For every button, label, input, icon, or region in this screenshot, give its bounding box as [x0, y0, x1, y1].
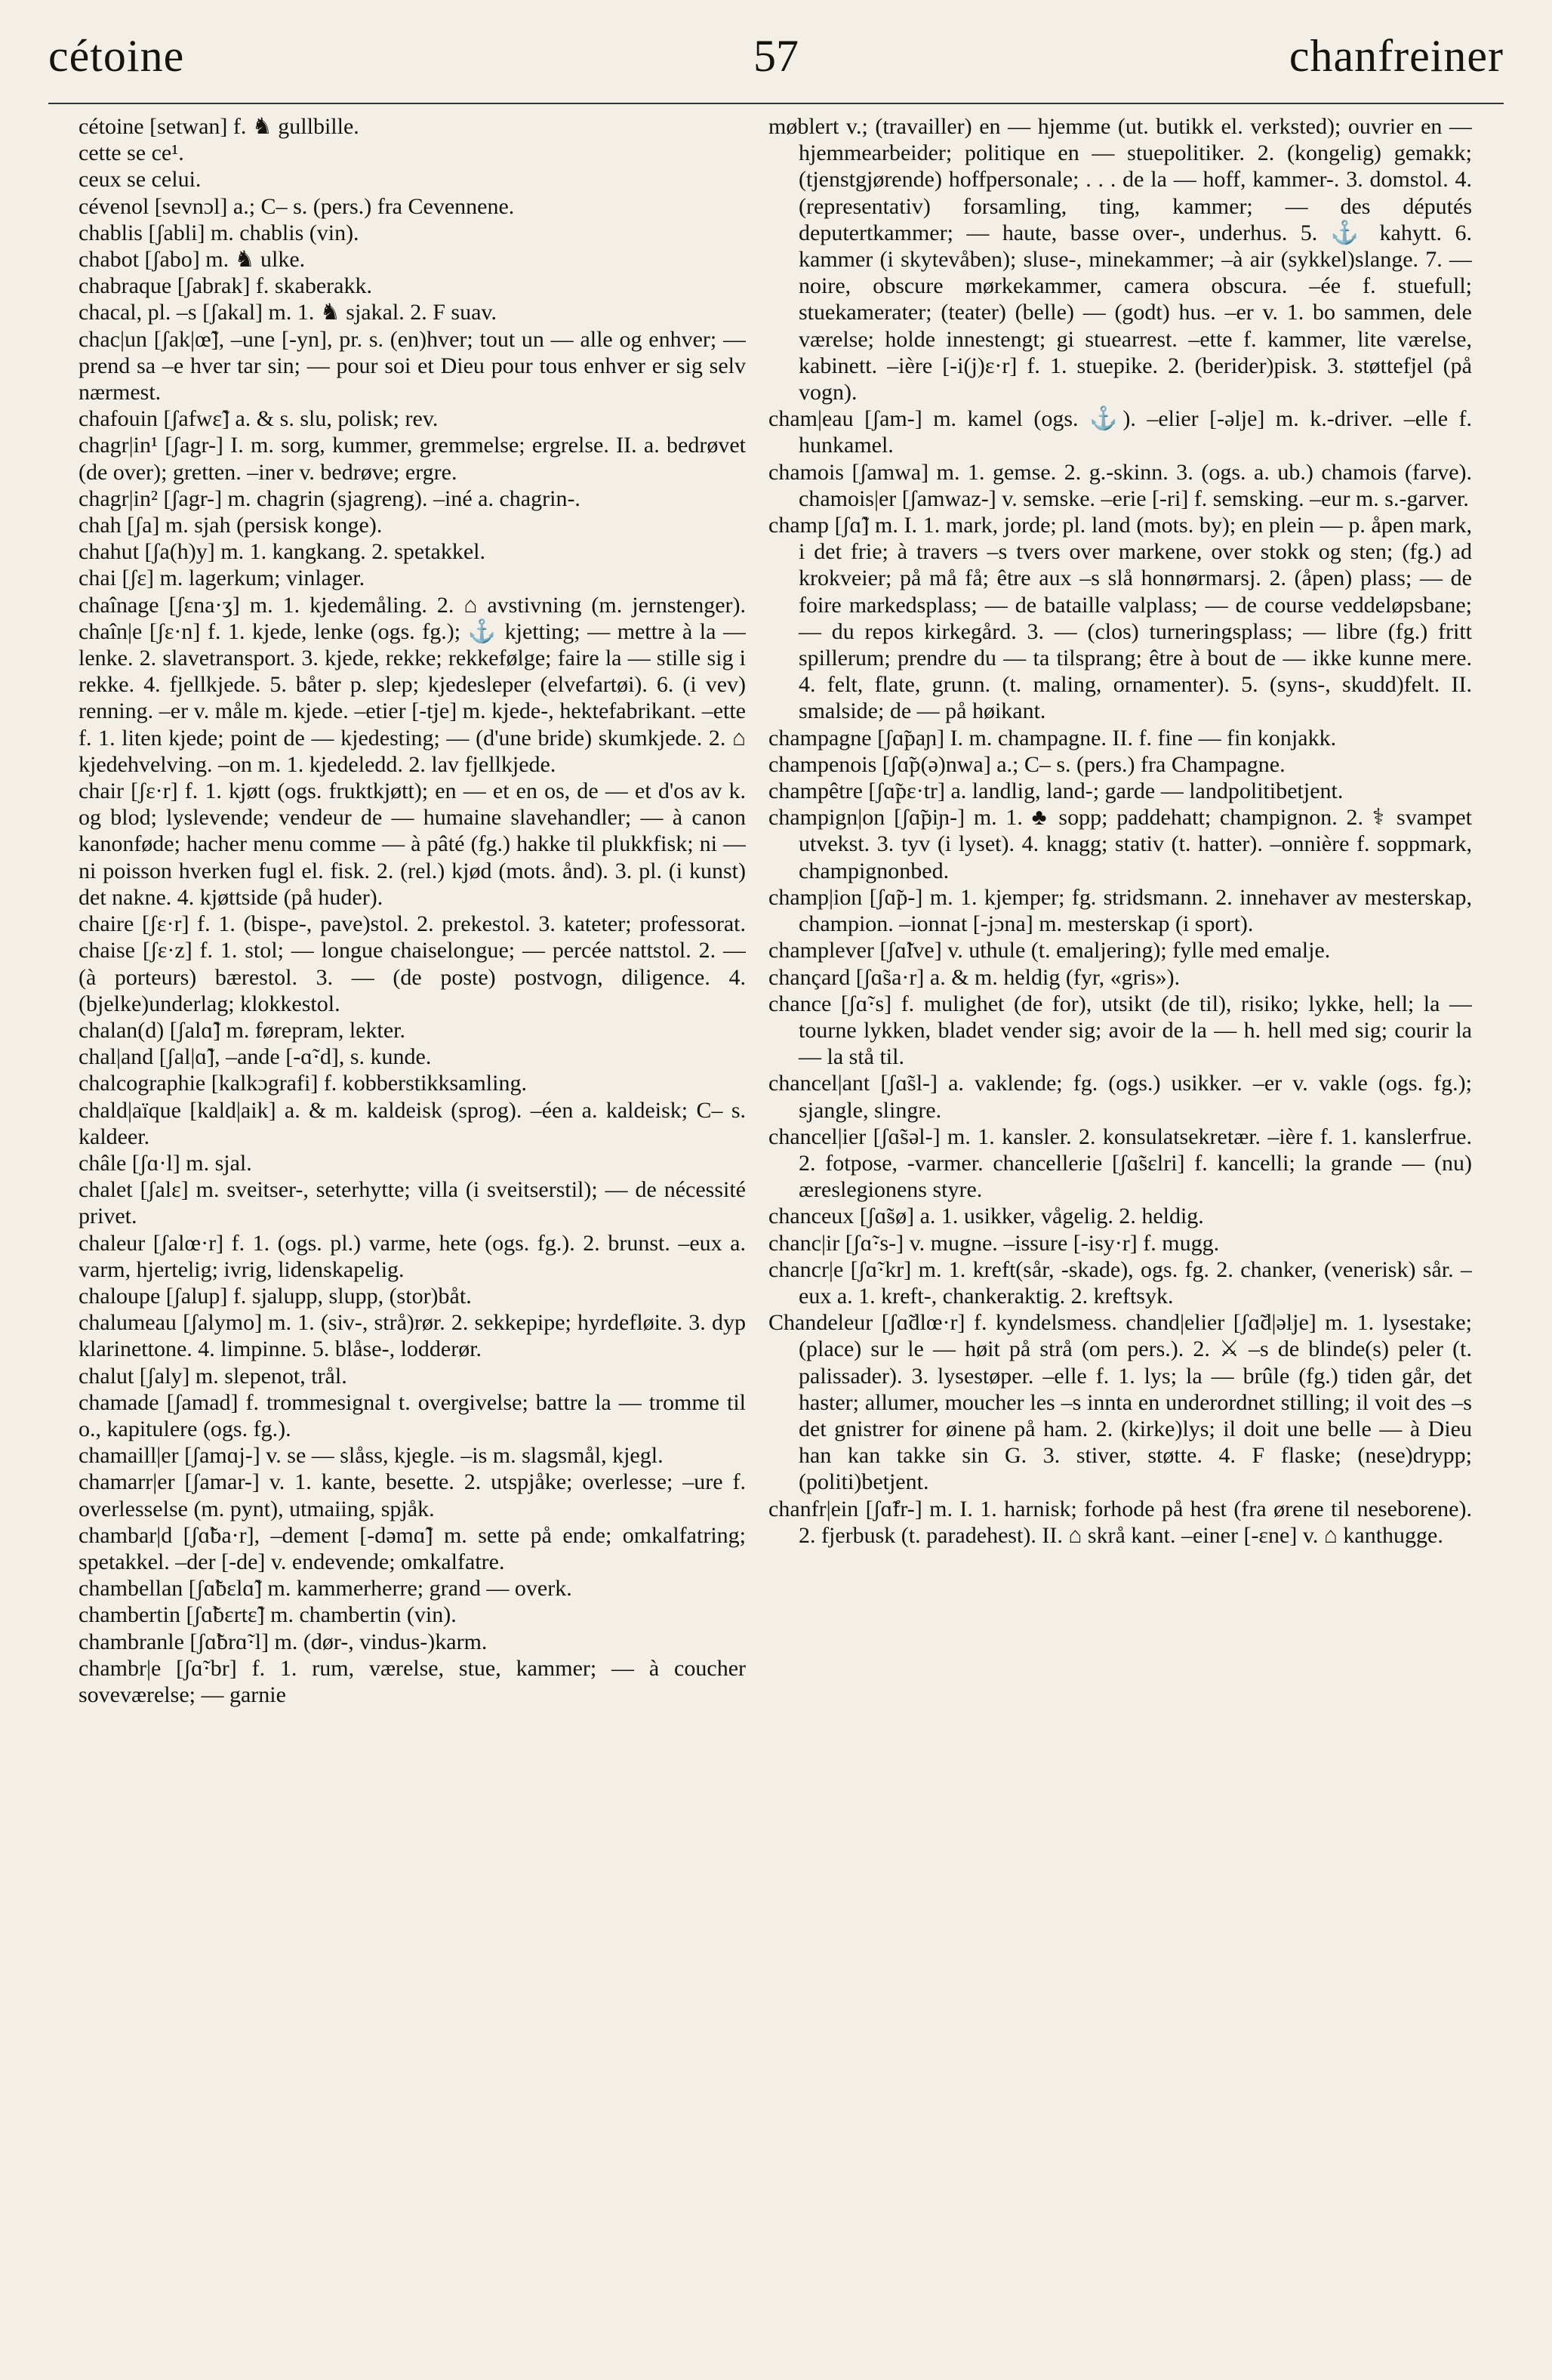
dictionary-entry: chaleur [ʃalœ·r] f. 1. (ogs. pl.) varme, hete (ogs. fg.). 2. brunst. –eux a. varm, hjertelig; ivrig, lidenskapelig. — [79, 1230, 746, 1282]
dictionary-entry: champenois [ʃɑ̃p(ə)nwa] a.; C– s. (pers.) fra Champagne. — [768, 751, 1286, 777]
dictionary-entry: chafouin [ʃafwɛ̃] a. & s. slu, polisk; rev. — [79, 406, 439, 432]
dictionary-entry: chamade [ʃamad] f. trommesignal t. overgivelse; battre la — tromme til o., kapitulere (ogs. fg.). — [79, 1389, 746, 1441]
dictionary-entry: champlever [ʃɑ̃lve] v. uthule (t. emaljering); fylle med emalje. — [768, 938, 1331, 963]
dictionary-entry: chalcographie [kalkɔgrafi] f. kobberstikksamling. — [79, 1071, 527, 1096]
dictionary-entry: chalet [ʃalɛ] m. sveitser-, seterhytte; villa (i sveitserstil); — de nécessité privet. — [79, 1177, 746, 1229]
dictionary-entry: chablis [ʃabli] m. chablis (vin). — [79, 220, 359, 245]
dictionary-entry: chancel|ier [ʃɑ̃səl-] m. 1. kansler. 2. konsulatsekretær. –ière f. 1. kanslerfrue. 2. fotpose, -varmer. chancellerie [ʃɑ̃sɛlri] f. kancelli; la grande — (nu) æreslegionens styre. — [768, 1124, 1472, 1203]
dictionary-entry: chanceux [ʃɑ̃sø] a. 1. usikker, vågelig. 2. heldig. — [768, 1204, 1204, 1229]
dictionary-entry: chambar|d [ʃɑ̃ba·r], –dement [-dəmɑ̃] m. sette på ende; omkalfatring; spetakkel. –der [-de] v. endevende; omkalfatre. — [79, 1522, 746, 1574]
dictionary-entry: chagr|in² [ʃagr-] m. chagrin (sjagreng). –iné a. chagrin-. — [79, 486, 580, 511]
dictionary-entry: chac|un [ʃak|œ̃], –une [-yn], pr. s. (en)hver; tout un — alle og enhver; — prend sa –e hver tar sin; — pour soi et Dieu pour tous enhver er sig selv nærmest. — [79, 326, 746, 405]
page-header — [48, 23, 1504, 106]
dictionary-entry: champagne [ʃɑ̃paɲ] I. m. champagne. II. f. fine — fin konjakk. — [768, 725, 1337, 751]
dictionary-entry: chanc|ir [ʃɑ̃·s-] v. mugne. –issure [-isy·r] f. mugg. — [768, 1230, 1220, 1256]
dictionary-entry: chair [ʃɛ·r] f. 1. kjøtt (ogs. fruktkjøtt); en — et en os, de — et d'os av k. og blod; lyslevende; vendeur de — humaine slavehandler; — à canon kanonføde; hacher menu comme — à pâté (fg.) hakke til plukkfisk; ni — ni poisson hverken fugl el. fisk. 2. (rel.) kjød (mots. ånd). 3. pl. (i kunst) det nakne. 4. kjøttside (på huder). — [79, 778, 746, 910]
dictionary-entry: cévenol [sevnɔl] a.; C– s. (pers.) fra Cevennene. — [79, 193, 515, 219]
dictionary-entry: chançard [ʃɑ̃sa·r] a. & m. heldig (fyr, «gris»). — [768, 964, 1181, 990]
left-guide-word: cétoine — [48, 31, 185, 81]
dictionary-entry: chamaill|er [ʃamɑj-] v. se — slåss, kjegle. –is m. slagsmål, kjegl. — [79, 1443, 664, 1469]
right-column — [768, 113, 1472, 2341]
dictionary-entry: chagr|in¹ [ʃagr-] I. m. sorg, kummer, gremmelse; ergrelse. II. a. bedrøvet (de over); gretten. –iner v. bedrøve; ergre. — [79, 433, 746, 485]
dictionary-entry: chahut [ʃa(h)y] m. 1. kangkang. 2. spetakkel. — [79, 539, 485, 565]
dictionary-entry: chance [ʃɑ̃·s] f. mulighet (de for), utsikt (de til), risiko; lykke, hell; la — tourne lykken, bladet vender sig; avoir de la — h. hell med sig; courir la — la stå til. — [768, 991, 1472, 1070]
dictionary-entry: champ|ion [ʃɑ̃p-] m. 1. kjemper; fg. stridsmann. 2. innehaver av mesterskap, champion. –ionnat [-jɔna] m. mesterskap (i sport). — [768, 884, 1472, 937]
dictionary-entry: cette se ce¹. — [79, 140, 184, 166]
page-number: 57 — [753, 31, 799, 81]
dictionary-entry: chaire [ʃɛ·r] f. 1. (bispe-, pave)stol. 2. prekestol. 3. kateter; professorat. chaise [ʃɛ·z] f. 1. stol; — longue chaiselongue; — percée nattstol. 2. — (à porteurs) bærestol. 3. — (de poste) postvogn, diligence. 4. (bjelke)underlag; klokkestol. — [79, 911, 746, 1016]
dictionary-entry: chai [ʃɛ] m. lagerkum; vinlager. — [79, 566, 365, 591]
dictionary-entry: cétoine [setwan] f. ♞ gullbille. — [79, 114, 359, 139]
dictionary-entry: chancr|e [ʃɑ̃·kr] m. 1. kreft(sår, -skade), ogs. fg. 2. chanker, (venerisk) sår. –eux a. 1. kreft-, chankeraktig. 2. kreftsyk. — [768, 1256, 1472, 1309]
dictionary-entry: chancel|ant [ʃɑ̃sl-] a. vaklende; fg. (ogs.) usikker. –er v. vakle (ogs. fg.); sjangle, slingre. — [768, 1071, 1472, 1123]
dictionary-entry: chald|aïque [kald|aik] a. & m. kaldeisk (sprog). –éen a. kaldeisk; C– s. kaldeer. — [79, 1097, 746, 1149]
header-rule — [48, 103, 1504, 104]
dictionary-entry: møblert v.; (travailler) en — hjemme (ut. butikk el. verksted); ouvrier en — hjemmearbeider; politique en — stuepolitiker. 2. (kongelig) gemakk; (tjenstgjørende) hoffpersonale; . . . de la — hoff, kammer-. 3. domstol. 4. (representativ) forsamling, ting, kammer; — des députés deputertkammer; — haute, basse over-, underhus. 5. ⚓ kahytt. 6. kammer (i skytevåben); sluse-, minekammer; –à air (sykkel)slange. 7. — noire, obscure mørkekammer, camera obscura. –ée f. stuefull; stuekamerater; (teater) (belle) — (godt) hus. –er v. 1. bo sammen, dele værelse; holde innestengt; gi stuearrest. –ette f. kammer, lite værelse, kabinett. –ière [-i(j)ɛ·r] f. 1. stuepike. 2. (berider)pisk. 3. støttefjel (på vogn). — [768, 114, 1472, 405]
dictionary-entry: champign|on [ʃɑ̃piɲ-] m. 1. ♣ sopp; paddehatt; champignon. 2. ⚕ svampet utvekst. 3. tyv (i lyset). 4. knagg; stativ (t. hatter). –onnière f. soppmark, champignonbed. — [768, 805, 1472, 883]
dictionary-entry: chalumeau [ʃalymo] m. 1. (siv-, strå)rør. 2. sekkepipe; hyrdefløite. 3. dyp klarinettone. 4. limpinne. 5. blåse-, lodderør. — [79, 1310, 746, 1362]
dictionary-entry: chambr|e [ʃɑ̃·br] f. 1. rum, værelse, stue, kammer; — à coucher soveværelse; — garnie — [79, 1655, 746, 1707]
left-column — [79, 113, 746, 2341]
dictionary-entry: chamarr|er [ʃamar-] v. 1. kante, besette. 2. utspjåke; overlesse; –ure f. overlesselse (m. pynt), utmaiing, spjåk. — [79, 1469, 746, 1521]
dictionary-entry: chah [ʃa] m. sjah (persisk konge). — [79, 513, 383, 538]
dictionary-entry: chalut [ʃaly] m. slepenot, trål. — [79, 1363, 347, 1389]
dictionary-entry: chanfr|ein [ʃɑ̃fr-] m. I. 1. harnisk; forhode på hest (fra ørene til neseborene). 2. fjerbusk (t. paradehest). II. ⌂ skrå kant. –einer [-ɛne] v. ⌂ kanthugge. — [768, 1496, 1472, 1548]
dictionary-entry: ceux se celui. — [79, 167, 202, 193]
dictionary-entry: chaloupe [ʃalup] f. sjalupp, slupp, (stor)båt. — [79, 1283, 472, 1309]
dictionary-entry: chaînage [ʃɛna·ʒ] m. 1. kjedemåling. 2. ⌂ avstivning (m. jernstenger). chaîn|e [ʃɛ·n] f. 1. kjede, lenke (ogs. fg.); ⚓ kjetting; — mettre à la — lenke. 2. slavetransport. 3. kjede, rekke; rekkefølge; faire la — stille sig i rekke. 4. fjellkjede. 5. båter p. slep; kjedesleper (elvefartøi). 6. (i vev) renning. –er v. måle m. kjede. –etier [-tje] m. kjede-, hektefabrikant. –ette f. 1. liten kjede; point de — kjedesting; — (d'une bride) skumkjede. 2. ⌂ kjedehvelving. –on m. 1. kjedeledd. 2. lav fjellkjede. — [79, 592, 746, 777]
dictionary-entry: châle [ʃɑ·l] m. sjal. — [79, 1150, 252, 1176]
dictionary-entry: Chandeleur [ʃɑ̃dlœ·r] f. kyndelsmess. chand|elier [ʃɑ̃d|əlje] m. 1. lysestake; (place) sur le — høit på strå (om pers.). 2. ⚔ –s de blinde(s) peler (t. palissader). 3. lysestøper. –elle f. 1. lys; la — brûle (fg.) tiden går, det haster; allumer, moucher les –s innta en underordnet stilling; il voit des –s det gnistrer for øinene på ham. 2. (kirke)lys; il doit une belle — à Dieu han kan takke sin G. 3. stiver, støtte. 4. F flaske; (nese)drypp; (politi)betjent. — [768, 1310, 1472, 1495]
dictionary-entry: chabraque [ʃabrak] f. skaberakk. — [79, 273, 372, 299]
dictionary-entry: cham|eau [ʃam-] m. kamel (ogs. ⚓). –elier [-əlje] m. k.-driver. –elle f. hunkamel. — [768, 406, 1472, 458]
dictionary-entry: chambranle [ʃɑ̃brɑ̃·l] m. (dør-, vindus-)karm. — [79, 1629, 488, 1654]
dictionary-entry: chambellan [ʃɑ̃bɛlɑ̃] m. kammerherre; grand — overk. — [79, 1576, 572, 1602]
dictionary-entry: chal|and [ʃal|ɑ̃], –ande [-ɑ̃·d], s. kunde. — [79, 1044, 432, 1070]
dictionary-entry: champêtre [ʃɑ̃pɛ·tr] a. landlig, land-; garde — landpolitibetjent. — [768, 778, 1344, 804]
dictionary-entry: chambertin [ʃɑ̃bɛrtɛ̃] m. chambertin (vin). — [79, 1602, 457, 1628]
dictionary-entry: champ [ʃɑ̃] m. I. 1. mark, jorde; pl. land (mots. by); en plein — p. åpen mark, i det frie; à travers –s tvers over markene, over stokk og sten; (fg.) ad krokveier; på må få; être aux –s slå honnørmarsj. 2. (åpen) plass; — de foire markedsplass; — de bataille valplass; — de course veddeløpsbane; — du repos kirkegård. 3. — (clos) turneringsplass; — libre (fg.) fritt spillerum; prendre du — ta tilsprang; être à bout de — ikke kunne mere. 4. felt, flate, grunn. (t. maling, ornamenter). 5. (syns-, skudd)felt. II. smalside; de — på høikant. — [768, 513, 1472, 724]
dictionary-entry: chalan(d) [ʃalɑ̃] m. førepram, lekter. — [79, 1017, 405, 1043]
right-guide-word: chanfreiner — [1289, 31, 1504, 81]
dictionary-entry: chabot [ʃabo] m. ♞ ulke. — [79, 247, 306, 273]
dictionary-entry: chamois [ʃamwa] m. 1. gemse. 2. g.-skinn. 3. (ogs. a. ub.) chamois (farve). chamois|er [ʃamwaz-] v. semske. –erie [-ri] f. semsking. –eur m. s.-garver. — [768, 459, 1472, 511]
dictionary-entry: chacal, pl. –s [ʃakal] m. 1. ♞ sjakal. 2. F suav. — [79, 300, 497, 325]
